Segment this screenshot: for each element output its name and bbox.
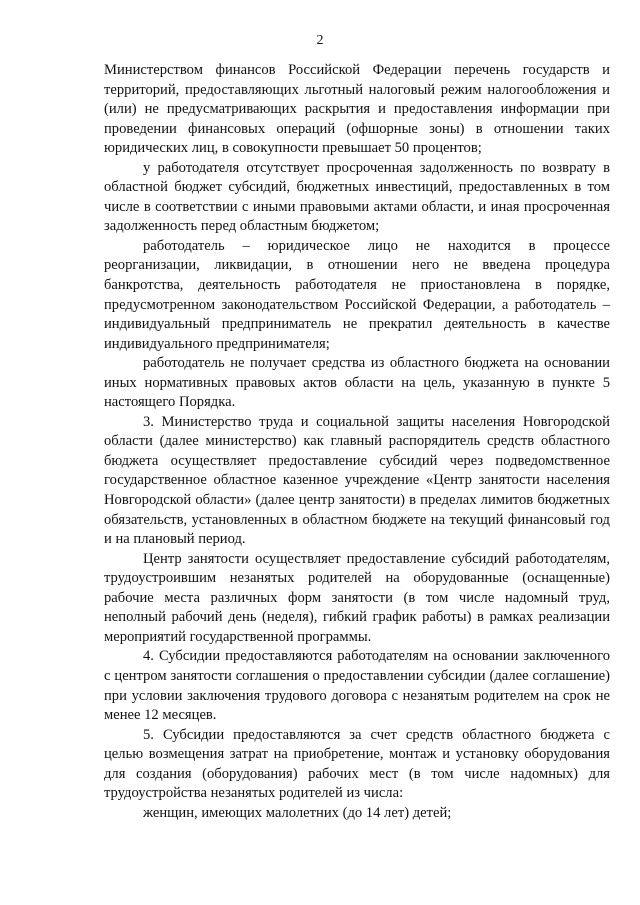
paragraph-employment-center: Центр занятости осуществляет предоставление субсидий работодателям, трудоустроившим незанятых родителей на оборудованные (оснащенные) рабочие места различных форм занятости (в том числе надомный труд, неполный рабочий день (неделя), гибкий график работы) в рамках реализации мероприятий государственной программы. (104, 550, 610, 645)
document-body (104, 61, 610, 823)
page-number: 2 (316, 33, 324, 48)
paragraph-clause-5: 5. Субсидии предоставляются за счет средств областного бюджета с целью возмещения затрат на приобретение, монтаж и установку оборудования для создания (оборудования) рабочих мест (в том числе надомных) для трудоустройства незанятых родителей из числа: (104, 726, 610, 802)
paragraph-women-with-children: женщин, имеющих малолетних (до 14 лет) детей; (143, 804, 452, 821)
paragraph-no-reorganization: работодатель – юридическое лицо не находится в процессе реорганизации, ликвидации, в отношении него не введена процедура банкротства, деятельность работодателя не приостановлена в порядке, предусмотренном законодательством Российской Федерации, а работодатель – индивидуальный предприниматель не прекратил деятельность в качестве индивидуального предпринимателя; (104, 237, 610, 352)
paragraph-offshore-continuation: Министерством финансов Российской Федерации перечень государств и территорий, предоставляющих льготный налоговый режим налогообложения и (или) не предусматривающих раскрытия и предоставления информации при проведении финансовых операций (офшорные зоны) в отношении таких юридических лиц, в совокупности превышает 50 процентов; (104, 62, 610, 157)
paragraph-clause-3: 3. Министерство труда и социальной защиты населения Новгородской области (далее министерство) как главный распорядитель средств областного бюджета осуществляет предоставление субсидий через подведомственное государственное областное казенное учреждение «Центр занятости населения Новгородской области» (далее центр занятости) в пределах лимитов бюджетных обязательств, установленных в областном бюджете на текущий финансовый год и на плановый период. (104, 413, 610, 548)
paragraph-no-overdue-debt: у работодателя отсутствует просроченная задолженность по возврату в областной бюджет субсидий, бюджетных инвестиций, предоставленных в том числе в соответствии с иными правовыми актами области, и иная просроченная задолженность перед областным бюджетом; (104, 159, 610, 235)
paragraph-clause-4: 4. Субсидии предоставляются работодателям на основании заключенного с центром занятости соглашения о предоставлении субсидии (далее соглашение) при условии заключения трудового договора с незанятым родителем на срок не менее 12 месяцев. (104, 648, 610, 724)
paragraph-no-other-funds: работодатель не получает средства из областного бюджета на основании иных нормативных правовых актов области на цель, указанную в пункте 5 настоящего Порядка. (104, 355, 610, 411)
